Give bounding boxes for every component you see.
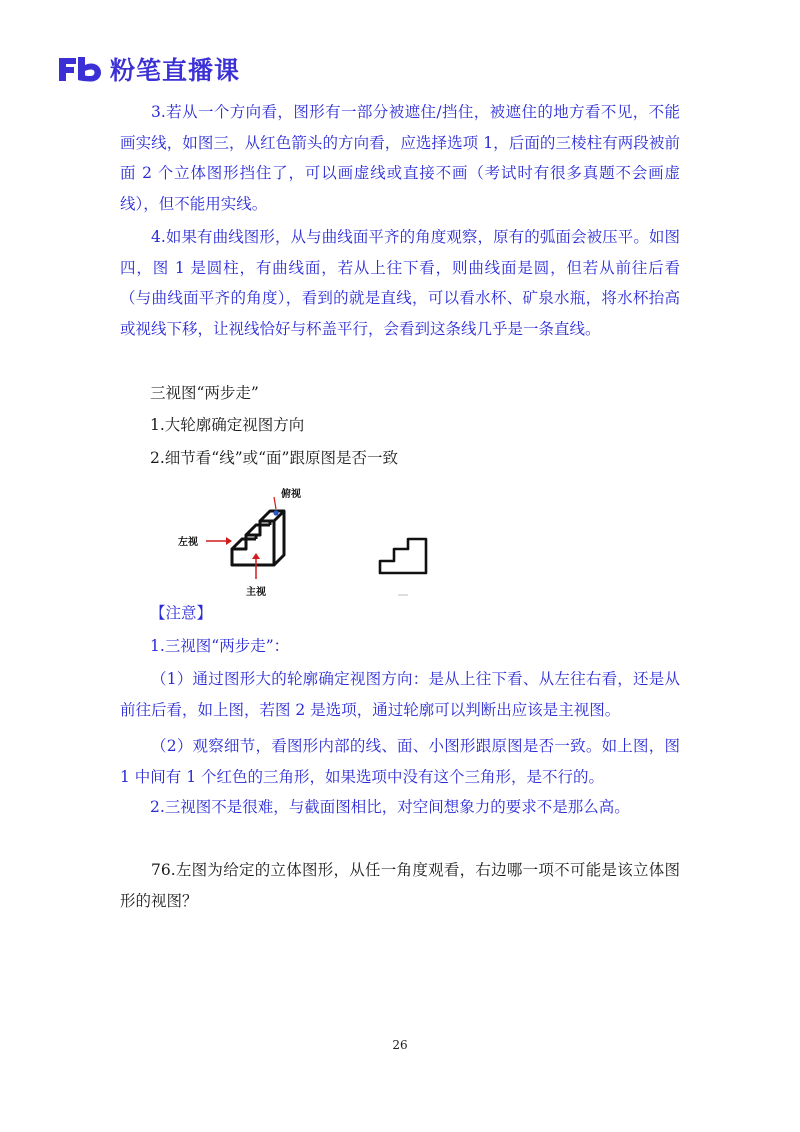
section-title-two-steps: 三视图“两步走”	[150, 384, 259, 402]
fb-logo-icon	[56, 54, 104, 84]
label-left-view: 左视	[178, 537, 198, 548]
question-76: 76.左图为给定的立体图形，从任一角度观看，右边哪一项不可能是该立体图形的视图？	[120, 861, 680, 910]
step-2: 2.细节看“线”或“面”跟原图是否一致	[150, 449, 398, 467]
note-1-part-1: （1）通过图形大的轮廓确定视图方向：是从上往下看、从左往右看，还是从前往后看，如上图，若图 2 是选项，通过轮廓可以判断出应该是主视图。	[120, 670, 680, 719]
staircase-3d-drawing	[170, 483, 440, 603]
label-front-view: 主视	[246, 587, 266, 598]
brand-logo	[56, 52, 240, 86]
page-number: 26	[392, 1038, 408, 1052]
staircase-front-view-outline	[380, 539, 426, 595]
step-1: 1.大轮廓确定视图方向	[150, 416, 305, 434]
note-1-part-2: （2）观察细节，看图形内部的线、面、小图形跟原图是否一致。如上图，图 1 中间有 1 个红色的三角形，如果选项中没有这个三角形，是不行的。	[120, 737, 680, 786]
note-heading: 【注意】	[150, 604, 213, 622]
note-2: 2.三视图不是很难，与截面图相比，对空间想象力的要求不是那么高。	[150, 798, 630, 816]
top-view-marker-icon	[273, 497, 278, 516]
note-1: 1.三视图“两步走”：	[150, 637, 290, 655]
left-view-arrow-icon	[206, 537, 232, 545]
paragraph-occlusion: 3.若从一个方向看，图形有一部分被遮住/挡住，被遮住的地方看不见，不能画实线，如图三，从红色箭头的方向看，应选择选项 1，后面的三棱柱有两段被前面 2 个立体图形挡住了，可以画虚线或直接不画（考试时有很多真题不会画虚线），但不能用实线。	[120, 103, 680, 213]
brand-text: 粉笔直播课	[110, 56, 241, 85]
label-top-view: 俯视	[281, 489, 301, 500]
three-view-figure	[170, 483, 440, 603]
paragraph-curved-surface: 4.如果有曲线图形，从与曲线面平齐的角度观察，原有的弧面会被压平。如图四，图 1 是圆柱，有曲线面，若从上往下看，则曲线面是圆，但若从前往后看（与曲线面平齐的角度），看到的就是直线，可以看水杯、矿泉水瓶，将水杯抬高或视线下移，让视线恰好与杯盖平行，会看到这条线几乎是一条直线。	[120, 228, 680, 338]
